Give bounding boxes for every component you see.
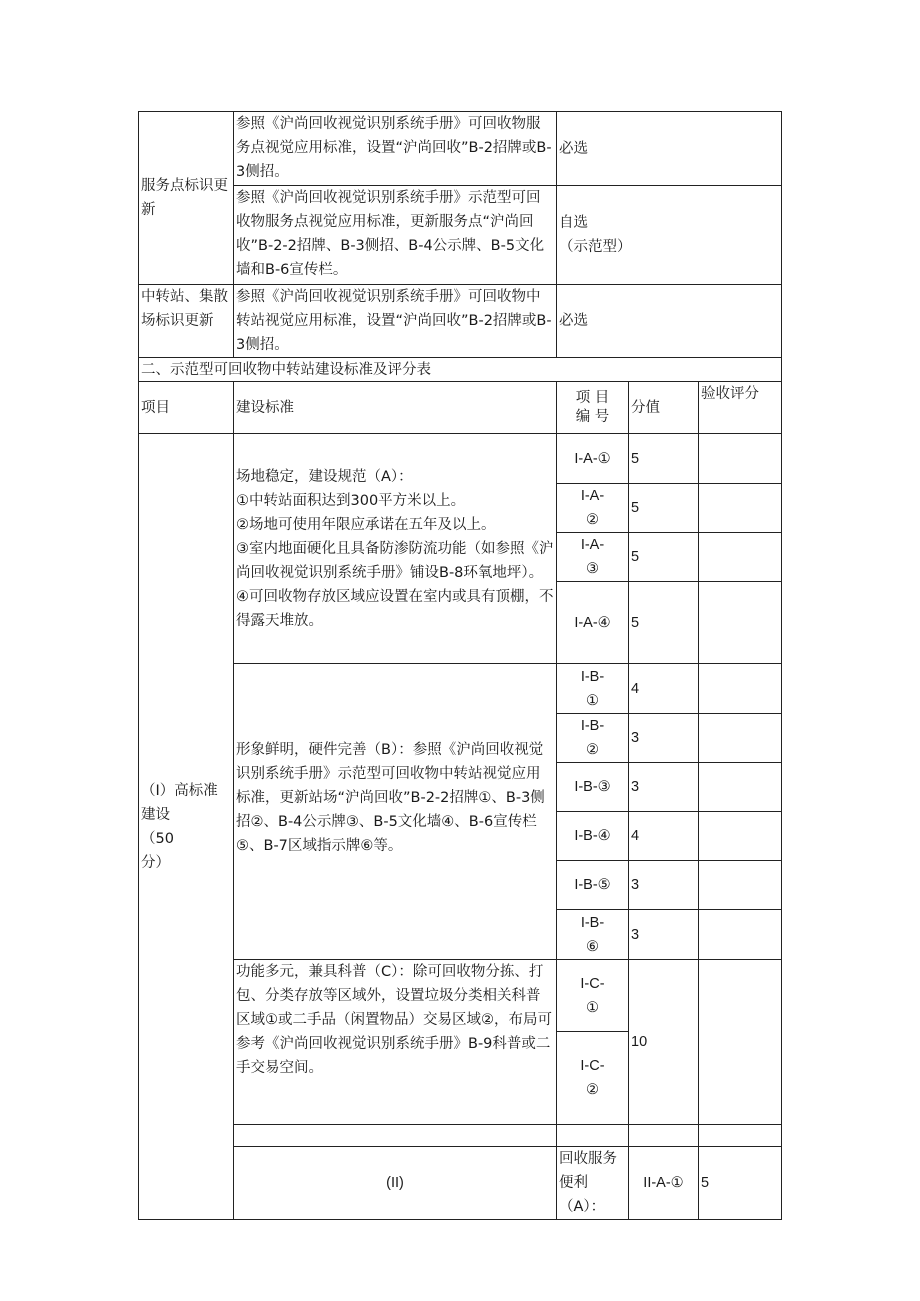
item-code: I-B-④ [557,812,629,861]
table-row [139,1125,782,1147]
item-code: I-A- ② [557,484,629,533]
item-score: 5 [699,1147,782,1220]
item-code: I-A-① [557,434,629,484]
item-score: 3 [629,714,699,763]
item-score: 4 [629,812,699,861]
item-code: I-B- ⑥ [557,910,629,960]
table2-title: 二、示范型可回收物中转站建设标准及评分表 [139,358,782,382]
item-code: I-B- ① [557,664,629,714]
eval-cell[interactable] [699,910,782,960]
table-row [139,1147,782,1220]
item-score: 3 [629,861,699,910]
item-score: 5 [629,484,699,533]
header-score: 分值 [629,382,699,434]
eval-cell[interactable] [699,960,782,1125]
eval-cell[interactable] [699,434,782,484]
table-row [139,186,782,285]
section2-name: 中转站、集散场标识更新 [139,285,234,358]
item-score: 5 [629,533,699,582]
item-code: II-A-① [629,1147,699,1220]
group1-C-standard: 功能多元，兼具科普（C）：除可回收物分拣、打包、分类存放等区域外，设置垃圾分类相关科普区域①或二手品（闲置物品）交易区域②，布局可参考《沪尚回收视觉识别系统手册》B-9科普或二手交易空间。 [234,960,557,1125]
item-score: 10 [629,960,699,1125]
item-code: I-C- ② [557,1032,629,1125]
table-row [139,960,782,1032]
table-row [139,434,782,484]
table-row [139,285,782,358]
group2-name: (II) [234,1147,557,1220]
eval-cell[interactable] [699,861,782,910]
item-code: I-B-③ [557,763,629,812]
header-standard: 建设标准 [234,382,557,434]
table-header-row [139,382,782,434]
eval-cell[interactable] [699,582,782,664]
header-code: 项 目 编 号 [557,382,629,434]
section1-row2-requirement: 自选 （示范型） [557,186,782,285]
group1-A-standard: 场地稳定，建设规范（A）： ①中转站面积达到300平方米以上。 ②场地可使用年限应承诺在五年及以上。 ③室内地面硬化且具备防渗防流功能（如参照《沪尚回收视觉识别系统手册》铺设B-8环氧地坪）。 ④可回收物存放区域应设置在室内或具有顶棚，不得露天堆放。 [234,434,557,664]
table-row [139,112,782,186]
item-code: I-A- ③ [557,533,629,582]
table-row [139,664,782,714]
eval-cell[interactable] [699,812,782,861]
standards-table [138,111,782,1220]
header-eval: 验收评分 [699,382,782,434]
item-score: 3 [629,910,699,960]
group1-B-standard-text: 形象鲜明，硬件完善（B）：参照《沪尚回收视觉识别系统手册》示范型可回收物中转站视觉应用标准，更新站场“沪尚回收”B-2-2招牌①、B-3侧招②、B-4公示牌③、B-5文化墙④、B-6宣传栏⑤、B-7区域指示牌⑥等。 [236,742,545,854]
eval-cell[interactable] [699,714,782,763]
eval-cell[interactable] [699,533,782,582]
group2-standard: 回收服务便利（A）： [557,1147,629,1220]
item-code: I-A-④ [557,582,629,664]
item-code: I-C- ① [557,960,629,1032]
table-row [139,358,782,382]
item-code: I-B-⑤ [557,861,629,910]
eval-cell[interactable] [699,763,782,812]
item-score: 5 [629,582,699,664]
section1-name-cell [139,112,234,285]
item-score: 4 [629,664,699,714]
section1-name: 服务点标识更新 [141,178,228,218]
item-code: I-B- ② [557,714,629,763]
section1-row1-standard: 参照《沪尚回收视觉识别系统手册》可回收物服务点视觉应用标准，设置“沪尚回收”B-2招牌或B-3侧招。 [234,112,557,186]
section1-row2-standard: 参照《沪尚回收视觉识别系统手册》示范型可回收物服务点视觉应用标准，更新服务点“沪尚回收”B-2-2招牌、B-3侧招、B-4公示牌、B-5文化墙和B-6宣传栏。 [234,186,557,285]
eval-cell[interactable] [699,484,782,533]
header-project: 项目 [139,382,234,434]
item-score: 3 [629,763,699,812]
section2-standard: 参照《沪尚回收视觉识别系统手册》可回收物中转站视觉应用标准，设置“沪尚回收”B-2招牌或B-3侧招。 [234,285,557,358]
section1-row1-requirement: 必选 [557,112,782,186]
group1-B-standard [234,664,557,960]
group1-name: （I）高标准建设 （50 分） [139,434,234,1220]
item-score: 5 [629,434,699,484]
section2-requirement: 必选 [557,285,782,358]
eval-cell[interactable] [699,664,782,714]
